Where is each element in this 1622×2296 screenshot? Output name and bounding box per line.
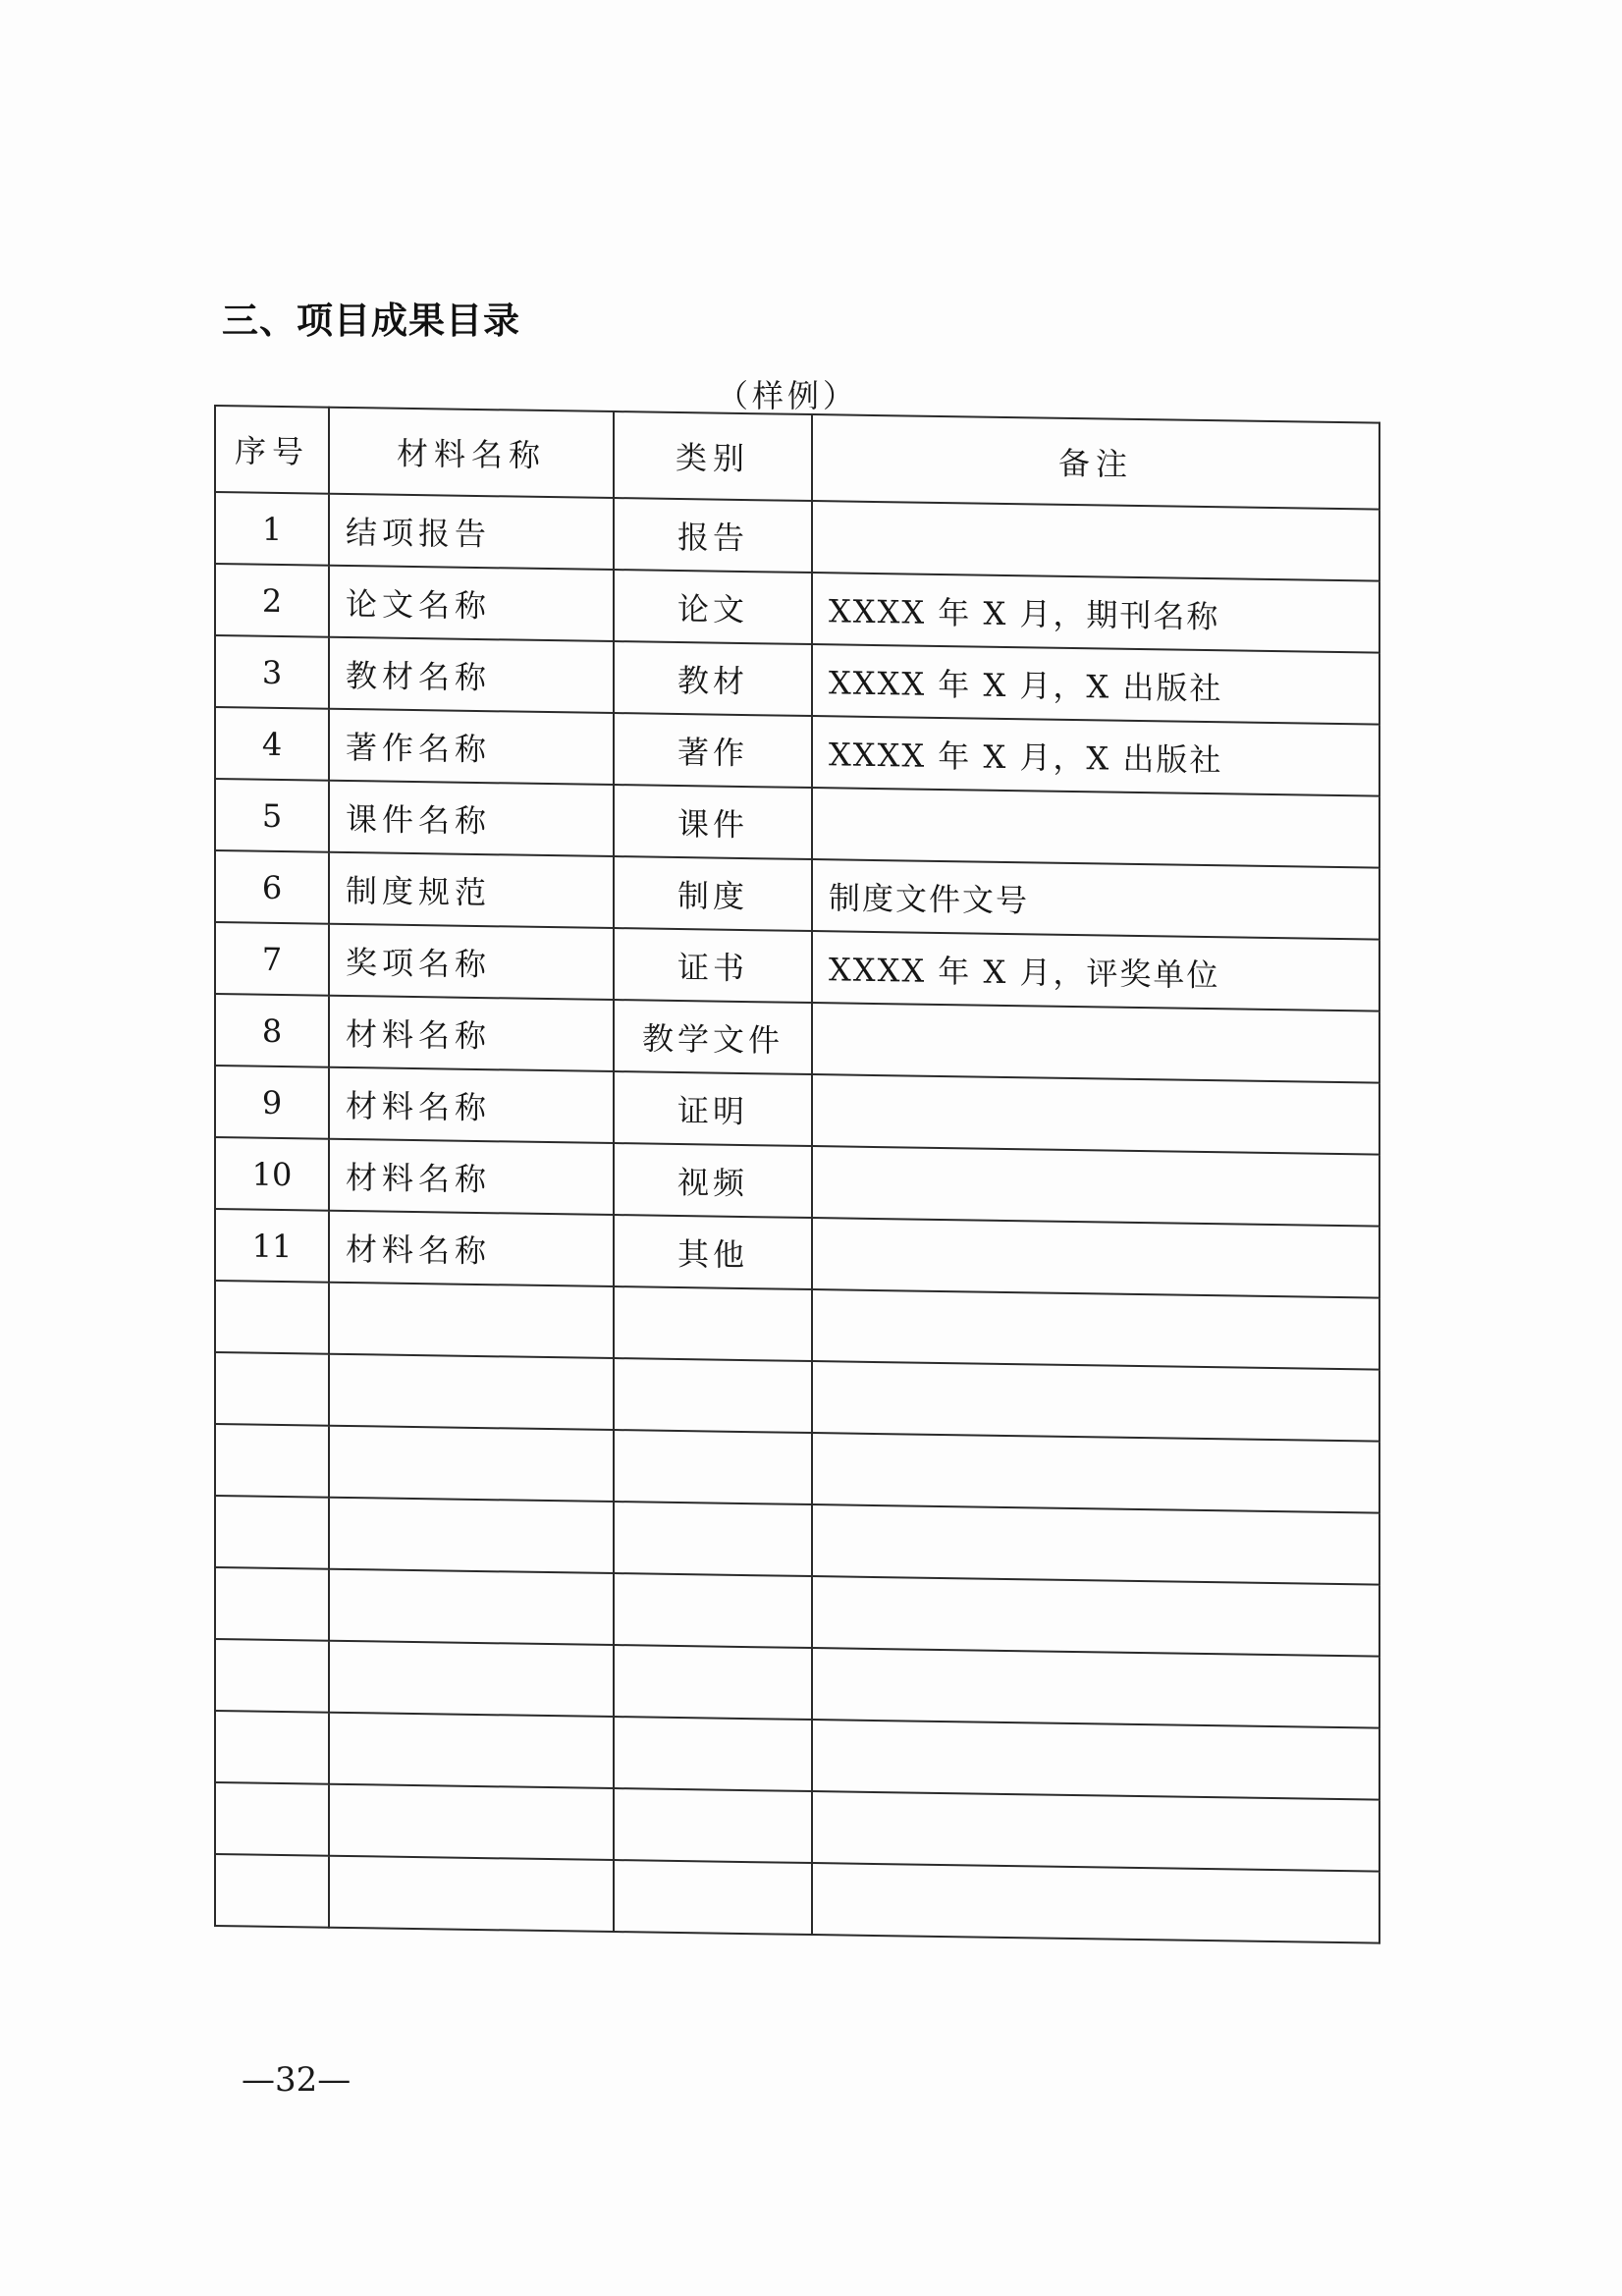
cell-remarks: XXXX 年 X 月，评奖单位 — [812, 931, 1379, 1011]
cell-remarks — [812, 1289, 1379, 1370]
cell-category: 证书 — [614, 928, 812, 1003]
header-remarks: 备注 — [812, 414, 1379, 510]
cell-serial-number — [215, 1711, 329, 1784]
cell-remarks — [812, 1074, 1379, 1155]
cell-serial-number: 1 — [215, 492, 329, 566]
header-category: 类别 — [614, 411, 812, 501]
cell-category: 制度 — [614, 856, 812, 931]
cell-serial-number: 10 — [215, 1137, 329, 1211]
cell-category — [614, 1788, 812, 1863]
cell-material-name: 结项报告 — [329, 494, 614, 570]
cell-category: 报告 — [614, 498, 812, 573]
cell-material-name: 课件名称 — [329, 781, 614, 856]
cell-category — [614, 1502, 812, 1576]
cell-serial-number — [215, 1424, 329, 1498]
section-title: 三、项目成果目录 — [222, 300, 520, 342]
header-material-name: 材料名称 — [329, 408, 614, 498]
cell-remarks — [812, 1576, 1379, 1657]
cell-category — [614, 1286, 812, 1361]
cell-material-name: 著作名称 — [329, 709, 614, 785]
cell-category: 其他 — [614, 1215, 812, 1289]
cell-category: 课件 — [614, 785, 812, 859]
cell-remarks — [812, 1720, 1379, 1800]
cell-category: 教学文件 — [614, 1000, 812, 1074]
cell-remarks — [812, 1361, 1379, 1442]
cell-material-name: 论文名称 — [329, 566, 614, 641]
cell-material-name: 材料名称 — [329, 1211, 614, 1286]
cell-category — [614, 1573, 812, 1648]
cell-remarks — [812, 1648, 1379, 1728]
cell-serial-number — [215, 1352, 329, 1426]
cell-serial-number — [215, 1854, 329, 1928]
cell-remarks — [812, 1433, 1379, 1513]
cell-category — [614, 1358, 812, 1433]
cell-serial-number: 3 — [215, 635, 329, 709]
cell-material-name — [329, 1498, 614, 1573]
cell-serial-number: 11 — [215, 1209, 329, 1283]
cell-material-name: 奖项名称 — [329, 924, 614, 1000]
cell-category: 著作 — [614, 713, 812, 788]
cell-material-name — [329, 1354, 614, 1430]
page-number: —32— — [242, 2060, 351, 2100]
cell-material-name — [329, 1713, 614, 1788]
table-body — [215, 406, 1379, 1943]
cell-remarks: XXXX 年 X 月，X 出版社 — [812, 644, 1379, 725]
cell-material-name — [329, 1784, 614, 1860]
cell-category — [614, 1645, 812, 1720]
achievements-table-wrapper — [214, 405, 1379, 1944]
cell-material-name — [329, 1641, 614, 1717]
cell-remarks — [812, 1003, 1379, 1083]
cell-category — [614, 1860, 812, 1935]
cell-category: 论文 — [614, 570, 812, 644]
cell-serial-number — [215, 1281, 329, 1354]
cell-material-name: 制度规范 — [329, 852, 614, 928]
cell-serial-number — [215, 1496, 329, 1569]
cell-material-name — [329, 1856, 614, 1932]
cell-category — [614, 1430, 812, 1504]
cell-remarks — [812, 1504, 1379, 1585]
cell-serial-number — [215, 1567, 329, 1641]
cell-remarks — [812, 501, 1379, 581]
cell-remarks — [812, 1791, 1379, 1872]
cell-material-name: 材料名称 — [329, 1067, 614, 1143]
cell-material-name: 材料名称 — [329, 1139, 614, 1215]
header-serial-number: 序号 — [215, 406, 329, 494]
cell-serial-number: 7 — [215, 922, 329, 996]
cell-remarks — [812, 788, 1379, 868]
cell-material-name — [329, 1283, 614, 1358]
sample-label: （样例） — [717, 377, 859, 414]
cell-serial-number: 2 — [215, 564, 329, 637]
cell-material-name — [329, 1426, 614, 1502]
cell-category: 教材 — [614, 641, 812, 716]
achievements-table — [214, 405, 1380, 1944]
cell-serial-number: 8 — [215, 994, 329, 1067]
cell-remarks — [812, 1218, 1379, 1298]
cell-serial-number: 4 — [215, 707, 329, 781]
cell-serial-number: 5 — [215, 779, 329, 852]
cell-material-name — [329, 1569, 614, 1645]
cell-category: 视频 — [614, 1143, 812, 1218]
cell-category: 证明 — [614, 1071, 812, 1146]
cell-serial-number: 6 — [215, 850, 329, 924]
cell-remarks — [812, 1863, 1379, 1943]
cell-remarks — [812, 1146, 1379, 1227]
cell-remarks: 制度文件文号 — [812, 859, 1379, 940]
cell-material-name: 材料名称 — [329, 996, 614, 1071]
cell-material-name: 教材名称 — [329, 637, 614, 713]
cell-serial-number — [215, 1782, 329, 1856]
cell-remarks: XXXX 年 X 月，期刊名称 — [812, 573, 1379, 653]
cell-serial-number: 9 — [215, 1066, 329, 1139]
cell-category — [614, 1717, 812, 1791]
cell-remarks: XXXX 年 X 月，X 出版社 — [812, 716, 1379, 796]
cell-serial-number — [215, 1639, 329, 1713]
